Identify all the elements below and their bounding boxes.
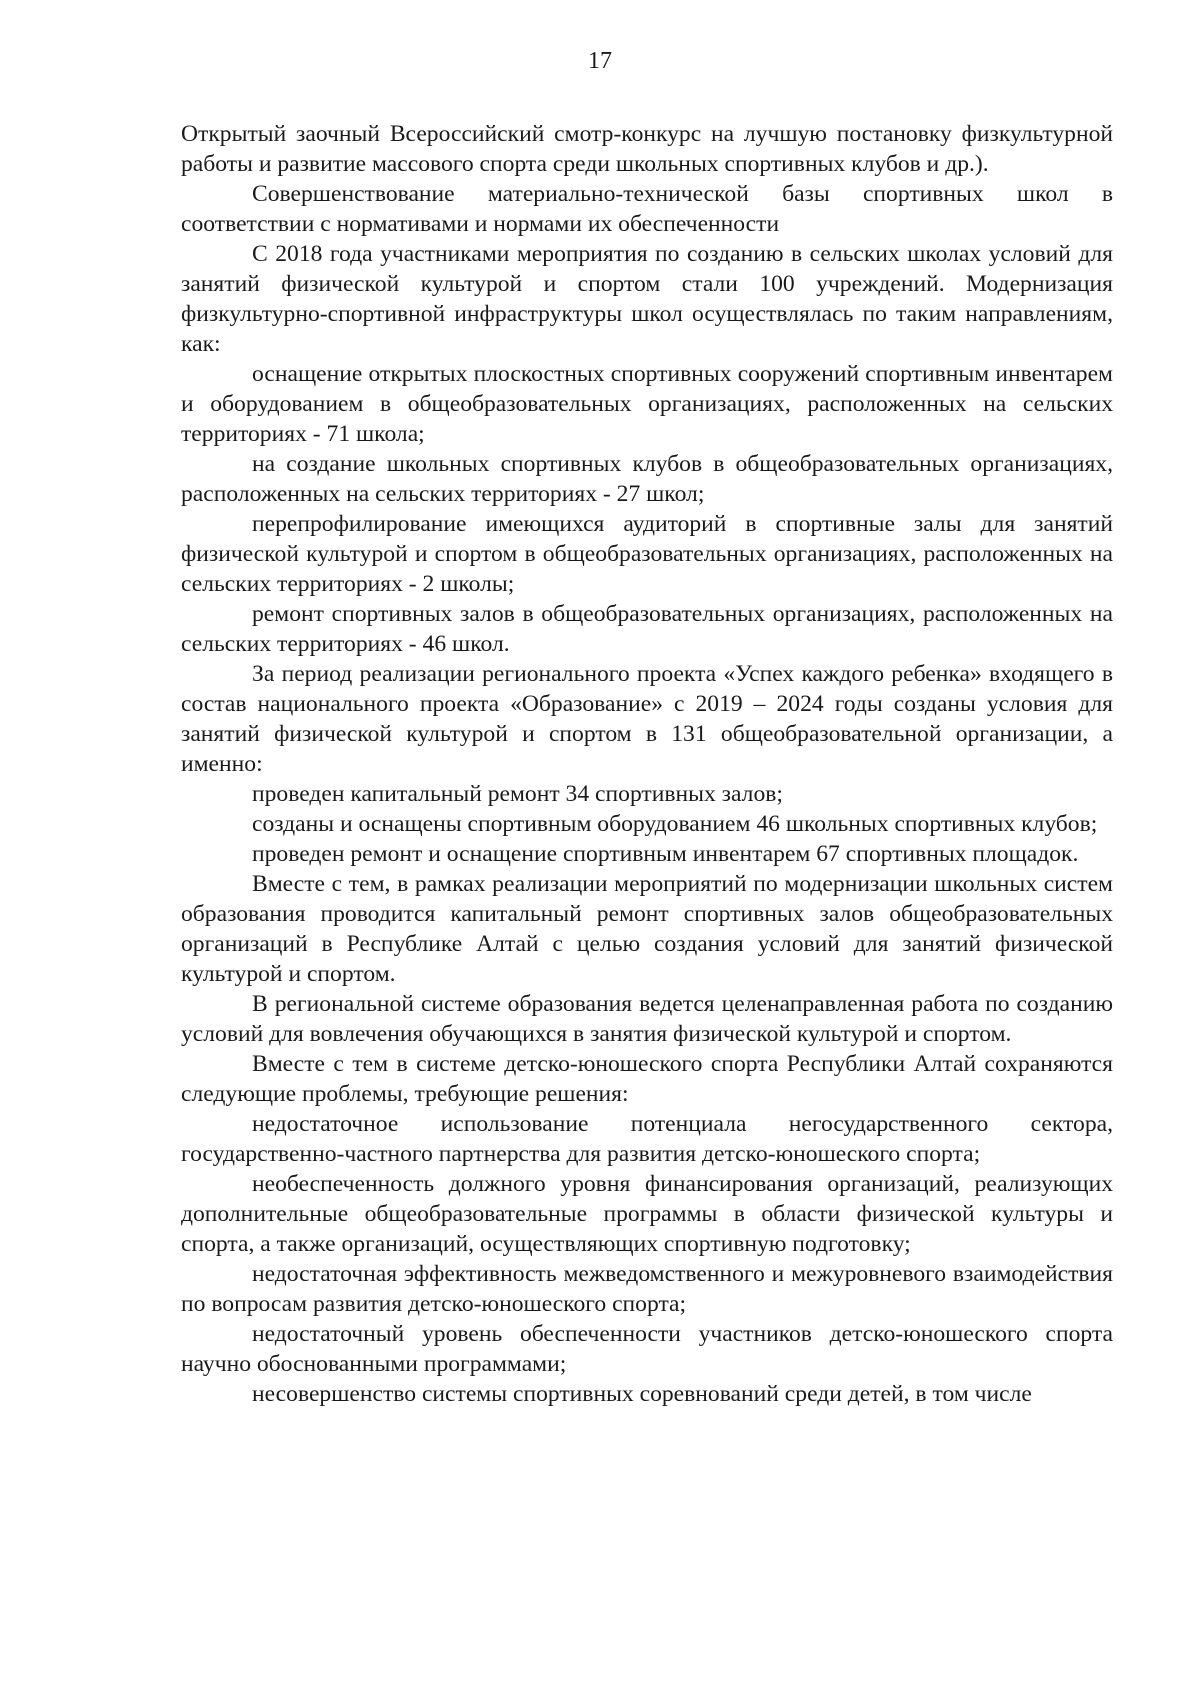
paragraph-material-base: Совершенствование материально-технической базы спортивных школ в соответствии с нормативами и нормами их обеспеченности xyxy=(181,181,1113,237)
paragraph-modernization: Вместе с тем, в рамках реализации мероприятий по модернизации школьных систем образования проводится капитальный ремонт спортивных залов общеобразовательных организаций в Республике Алтай с целью создания условий для занятий физической культурой и спортом. xyxy=(181,871,1113,987)
list-item-problem-private-sector: недостаточное использование потенциала негосударственного сектора, государственно-частного партнерства для развития детско-юношеского спорта; xyxy=(181,1111,1113,1167)
paragraph-regional-project: За период реализации регионального проекта «Успех каждого ребенка» входящего в состав национального проекта «Образование» с 2019 – 2024 годы созданы условия для занятий физической культурой и спортом в 131 общеобразовательной организации, а именно: xyxy=(181,661,1113,777)
list-item-repurposing: перепрофилирование имеющихся аудиторий в спортивные залы для занятий физической культурой и спортом в общеобразовательных организациях, расположенных на сельских территориях - 2 школы; xyxy=(181,511,1113,597)
page-number: 17 xyxy=(588,48,612,74)
list-item-equipment: оснащение открытых плоскостных спортивных сооружений спортивным инвентарем и оборудованием в общеобразовательных организациях, расположенных на сельских территориях - 71 школа; xyxy=(181,361,1113,447)
paragraph-problems-intro: Вместе с тем в системе детско-юношеского спорта Республики Алтай сохраняются следующие проблемы, требующие решения: xyxy=(181,1051,1113,1107)
list-item-problem-competitions: несовершенство системы спортивных соревнований среди детей, в том числе xyxy=(252,1381,1032,1407)
paragraph-rural-schools-2018: С 2018 года участниками мероприятия по созданию в сельских школах условий для занятий физической культурой и спортом стали 100 учреждений. Модернизация физкультурно-спортивной инфраструктуры школ осуществлялась по таким направлениям, как: xyxy=(181,241,1113,357)
list-item-playgrounds: проведен ремонт и оснащение спортивным инвентарем 67 спортивных площадок. xyxy=(252,841,1079,867)
document-body xyxy=(181,119,1113,1409)
list-item-problem-funding: необеспеченность должного уровня финансирования организаций, реализующих дополнительные общеобразовательные программы в области физической культуры и спорта, а также организаций, осуществляющих спортивную подготовку; xyxy=(181,1171,1113,1257)
list-item-problem-programs: недостаточный уровень обеспеченности участников детско-юношеского спорта научно обоснованными программами; xyxy=(181,1321,1113,1377)
list-item-gym-repair: ремонт спортивных залов в общеобразовательных организациях, расположенных на сельских территориях - 46 школ. xyxy=(181,601,1113,657)
list-item-school-clubs: на создание школьных спортивных клубов в общеобразовательных организациях, расположенных на сельских территориях - 27 школ; xyxy=(181,451,1113,507)
paragraph-regional-system: В региональной системе образования ведется целенаправленная работа по созданию условий для вовлечения обучающихся в занятия физической культурой и спортом. xyxy=(181,991,1113,1047)
list-item-clubs-equipped: созданы и оснащены спортивным оборудованием 46 школьных спортивных клубов; xyxy=(252,811,1098,837)
paragraph-contest-continuation: Открытый заочный Всероссийский смотр-конкурс на лучшую постановку физкультурной работы и развитие массового спорта среди школьных спортивных клубов и др.). xyxy=(181,121,1113,177)
list-item-problem-interagency: недостаточная эффективность межведомственного и межуровневого взаимодействия по вопросам развития детско-юношеского спорта; xyxy=(181,1261,1113,1317)
list-item-capital-repair: проведен капитальный ремонт 34 спортивных залов; xyxy=(252,781,783,807)
